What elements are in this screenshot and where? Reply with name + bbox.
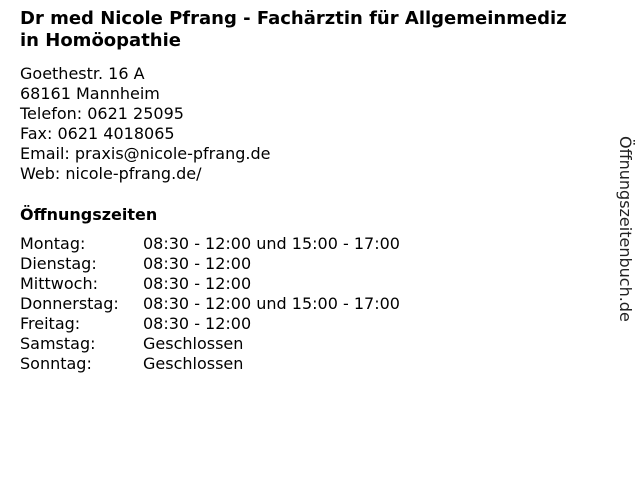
page-title bbox=[20, 8, 612, 52]
hours-time: 08:30 - 12:00 bbox=[143, 274, 252, 293]
fax-number: Fax: 0621 4018065 bbox=[20, 124, 175, 143]
hours-row-friday bbox=[20, 314, 400, 334]
hours-day: Dienstag: bbox=[20, 254, 97, 273]
website: Web: nicole-pfrang.de/ bbox=[20, 164, 202, 183]
opening-hours-heading: Öffnungszeiten bbox=[20, 205, 158, 224]
title-line-1: Dr med Nicole Pfrang - Fachärztin für Allgemeinmediz bbox=[20, 8, 567, 29]
street-address: Goethestr. 16 A bbox=[20, 64, 145, 83]
hours-day: Mittwoch: bbox=[20, 274, 98, 293]
hours-time: Geschlossen bbox=[143, 354, 244, 373]
hours-row-wednesday bbox=[20, 274, 400, 294]
hours-time: 08:30 - 12:00 und 15:00 - 17:00 bbox=[143, 234, 400, 253]
postal-city: 68161 Mannheim bbox=[20, 84, 160, 103]
opening-hours-table bbox=[20, 234, 400, 374]
hours-row-saturday bbox=[20, 334, 400, 354]
hours-day: Montag: bbox=[20, 234, 86, 253]
hours-time: Geschlossen bbox=[143, 334, 244, 353]
hours-row-sunday bbox=[20, 354, 400, 374]
hours-day: Sonntag: bbox=[20, 354, 92, 373]
hours-row-thursday bbox=[20, 294, 400, 314]
brand-watermark bbox=[613, 136, 637, 362]
hours-row-tuesday bbox=[20, 254, 400, 274]
phone-number: Telefon: 0621 25095 bbox=[20, 104, 184, 123]
hours-day: Samstag: bbox=[20, 334, 96, 353]
hours-time: 08:30 - 12:00 bbox=[143, 314, 252, 333]
hours-day: Freitag: bbox=[20, 314, 81, 333]
email-address: Email: praxis@nicole-pfrang.de bbox=[20, 144, 271, 163]
hours-row-monday bbox=[20, 234, 400, 254]
contact-block bbox=[20, 64, 270, 184]
title-line-2: in Homöopathie bbox=[20, 30, 181, 51]
hours-day: Donnerstag: bbox=[20, 294, 119, 313]
brand-watermark-text: Öffnungszeitenbuch.de bbox=[616, 136, 635, 322]
hours-time: 08:30 - 12:00 bbox=[143, 254, 252, 273]
hours-time: 08:30 - 12:00 und 15:00 - 17:00 bbox=[143, 294, 400, 313]
